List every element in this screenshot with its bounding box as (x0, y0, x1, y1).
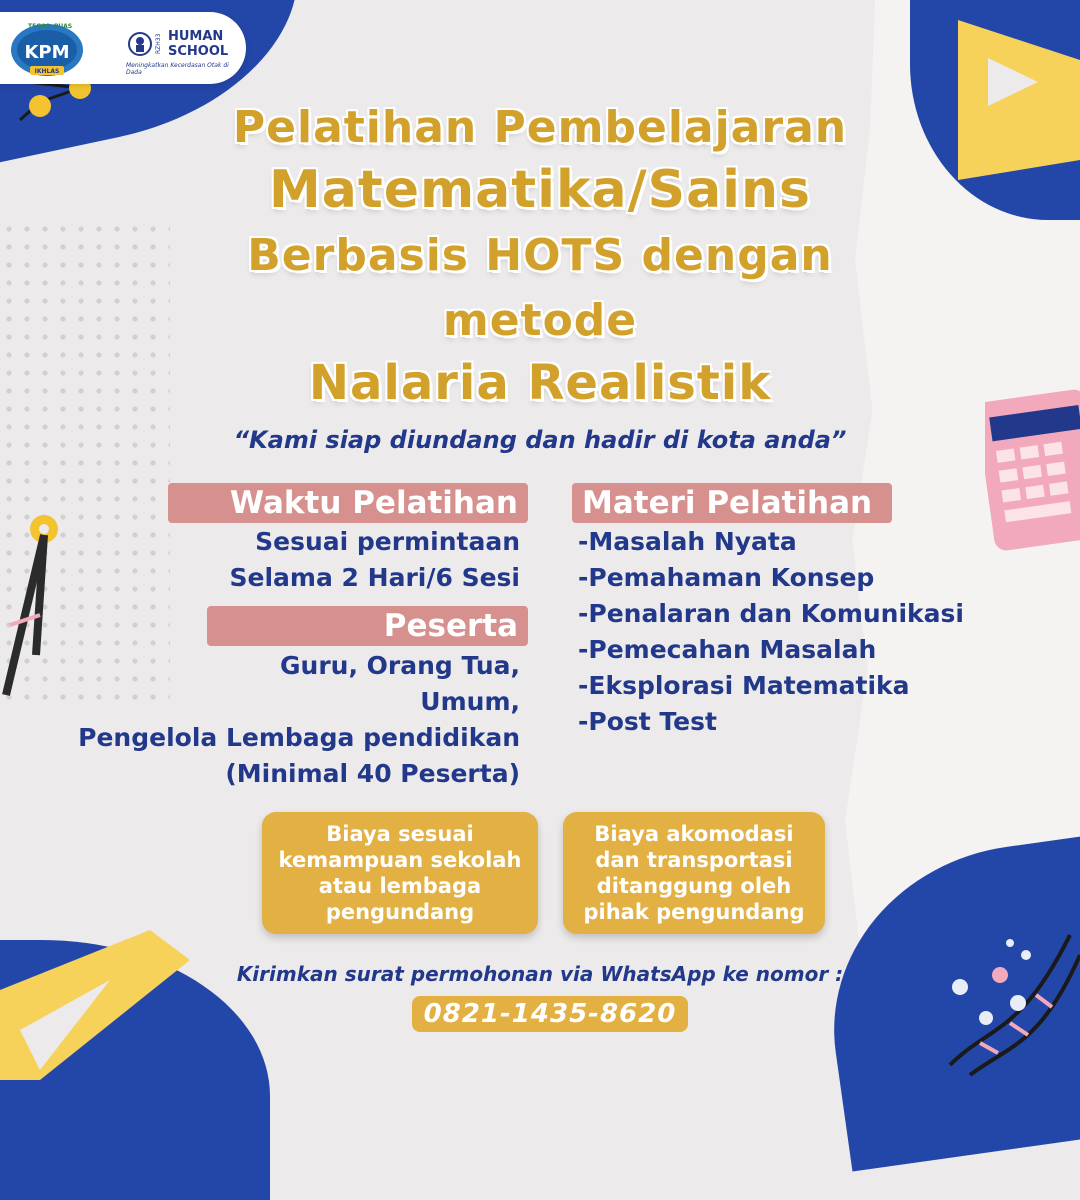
kpm-logo (8, 18, 86, 78)
biaya-box-2 (563, 812, 825, 934)
waktu-line: Sesuai permintaan (255, 527, 520, 556)
human-school-emblem-text: RZH33 (155, 33, 162, 54)
waktu-badge: Waktu Pelatihan (168, 483, 528, 523)
materi-list (578, 524, 1038, 740)
peserta-badge: Peserta (207, 606, 528, 646)
ruler-icon (0, 930, 200, 1080)
kpm-logo-text-top-left: TEGAS (28, 23, 51, 30)
title-line-5: Nalaria Realistik (308, 355, 772, 411)
materi-item: -Post Test (578, 707, 717, 736)
materi-item: -Penalaran dan Komunikasi (578, 599, 964, 628)
human-school-name (168, 29, 228, 59)
human-school-name-line1: HUMAN (168, 29, 224, 44)
waktu-line: Selama 2 Hari/6 Sesi (229, 563, 520, 592)
human-school-name-line2: SCHOOL (168, 44, 229, 59)
phone-number[interactable]: 0821-1435-8620 (412, 996, 688, 1032)
materi-item: -Pemecahan Masalah (578, 635, 877, 664)
kpm-logo-text-top-right: PUAS (54, 23, 73, 30)
peserta-line: (Minimal 40 Peserta) (225, 759, 520, 788)
materi-item: -Pemahaman Konsep (578, 563, 875, 592)
title-line-1: Pelatihan Pembelajaran (232, 102, 848, 153)
waktu-details (168, 524, 520, 596)
kpm-logo-text-bottom: IKHLAS (34, 68, 60, 75)
contact-instruction: Kirimkan surat permohonan via WhatsApp ke nomor : (236, 962, 844, 986)
title-line-3: Berbasis HOTS dengan (247, 230, 833, 281)
biaya-box-1 (262, 812, 538, 934)
peserta-details (40, 648, 520, 792)
dna-icon (940, 915, 1080, 1080)
peserta-line: Pengelola Lembaga pendidikan (78, 723, 520, 752)
biaya-box-2-line: ditanggung oleh (596, 874, 792, 898)
materi-item: -Eksplorasi Matematika (578, 671, 910, 700)
materi-item: -Masalah Nyata (578, 527, 797, 556)
biaya-box-2-line: dan transportasi (595, 848, 793, 872)
biaya-box-1-line: Biaya sesuai (326, 822, 474, 846)
human-school-tagline: Meningkatkan Kecerdasan Otak di Dada (126, 62, 229, 76)
biaya-box-2-line: Biaya akomodasi (594, 822, 794, 846)
peserta-line: Umum, (420, 687, 520, 716)
human-school-emblem (126, 30, 166, 60)
tagline: “Kami siap diundang dan hadir di kota anda” (233, 426, 847, 454)
title-line-4: metode (442, 295, 638, 346)
biaya-box-2-line: pihak pengundang (583, 900, 805, 924)
biaya-box-1-line: atau lembaga (318, 874, 482, 898)
peserta-line: Guru, Orang Tua, (280, 651, 520, 680)
title-line-2: Matematika/Sains (269, 160, 811, 220)
kpm-logo-text-center: KPM (24, 42, 70, 63)
biaya-box-1-line: pengundang (325, 900, 475, 924)
biaya-box-1-line: kemampuan sekolah (278, 848, 522, 872)
triangle-ruler-icon (958, 20, 1080, 180)
materi-badge: Materi Pelatihan (572, 483, 892, 523)
